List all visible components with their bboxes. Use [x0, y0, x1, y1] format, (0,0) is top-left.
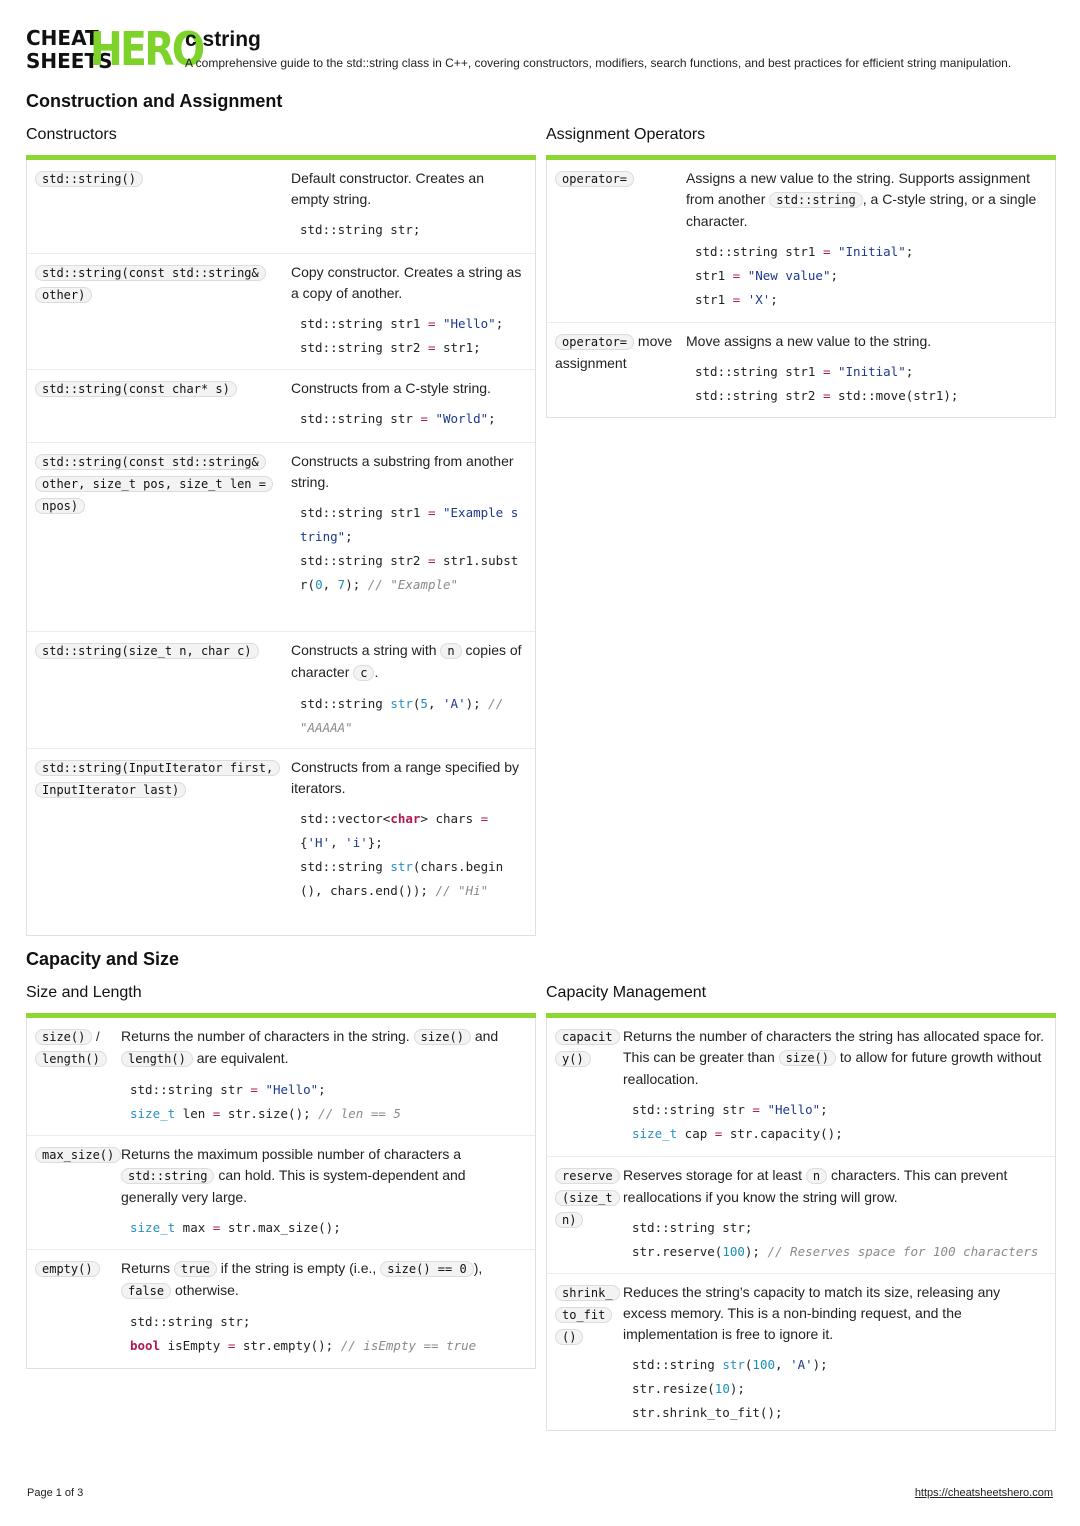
row-description [291, 168, 535, 243]
code-example [686, 352, 1045, 408]
code-text: std::string str1 [695, 244, 823, 259]
code-text: std::string str; [632, 1220, 753, 1235]
inline-code: std::string [121, 1168, 214, 1184]
row-description [121, 1144, 535, 1239]
code-operator: = [732, 268, 741, 283]
code-keyword: char [390, 811, 421, 826]
code-text: std::string str [130, 1082, 251, 1097]
code-text: ( [744, 1357, 753, 1372]
inline-code: size() [779, 1050, 836, 1066]
inline-code: capacity() [555, 1029, 620, 1067]
description-part: can hold. This is system-dependent and generally very large. [121, 1167, 466, 1205]
code-number: 100 [722, 1244, 745, 1259]
page-header [26, 24, 1066, 76]
code-string: "New value" [747, 268, 831, 283]
page-description: A comprehensive guide to the std::string class in C++, covering constructors, modifiers, search functions, and best practices for efficient string manipulation. [185, 56, 1012, 70]
code-number: 10 [714, 1381, 730, 1396]
table-row [27, 748, 535, 935]
row-key [547, 168, 686, 312]
code-text: ; [318, 1082, 326, 1097]
description-text: Reduces the string’s capacity to match its size, releasing any excess memory. This is a non-binding request, and the implementation is free to ignore it. [623, 1284, 1001, 1342]
code-keyword: bool [130, 1338, 161, 1353]
description-part: ), [473, 1260, 483, 1276]
inline-code: size() == 0 [380, 1261, 473, 1277]
row-description [291, 378, 535, 432]
row-key [27, 640, 291, 738]
panel-capacity-management [546, 984, 1056, 1431]
code-text: ); [465, 696, 489, 711]
code-text: str1 [695, 268, 733, 283]
code-comment: // isEmpty == true [340, 1338, 477, 1353]
row-description [291, 640, 535, 738]
code-text: ); [812, 1357, 828, 1372]
description-part: otherwise. [175, 1282, 239, 1298]
code-text: ; [495, 316, 504, 331]
inline-code: std::string(const std::string& other, size_t pos, size_t len = npos) [35, 454, 273, 514]
code-text: > chars [420, 811, 481, 826]
code-operator: = [480, 811, 489, 826]
page-number: Page 1 of 3 [27, 1487, 84, 1499]
code-operator: = [250, 1082, 258, 1097]
table-row [547, 160, 1055, 322]
code-text: len [175, 1106, 213, 1121]
code-number: 5 [420, 696, 428, 711]
code-type: str [722, 1357, 745, 1372]
code-text: std::string [300, 859, 391, 874]
code-operator: = [752, 1102, 760, 1117]
row-key [27, 1258, 121, 1358]
table-row [547, 322, 1055, 417]
code-text: std::string str2 [695, 388, 823, 403]
inline-code: std::string [769, 192, 862, 208]
table-row [27, 369, 535, 442]
code-text: max [175, 1220, 213, 1235]
code-string: 'X' [747, 292, 771, 307]
code-operator: = [212, 1220, 221, 1235]
code-string: "Hello" [443, 316, 496, 331]
code-text: ; [830, 268, 839, 283]
description-part: . [374, 664, 379, 680]
inline-code: false [121, 1283, 171, 1299]
panel-assignment [546, 126, 1056, 418]
inline-code: operator= [555, 171, 634, 187]
code-string: "Initial" [838, 244, 906, 259]
row-description [686, 168, 1055, 312]
table-row [27, 253, 535, 369]
row-key [547, 1165, 623, 1263]
description-part: to allow for future growth without reallocation. [623, 1049, 1042, 1087]
code-comment: // "AAAAA" [300, 696, 511, 735]
code-type: size_t [130, 1220, 176, 1235]
code-example [623, 1345, 1045, 1425]
description-part: Returns [121, 1260, 171, 1276]
row-key [27, 168, 291, 243]
panel-size-length [26, 984, 536, 1369]
panel-body [26, 160, 536, 936]
description-part: if the string is empty (i.e., [220, 1260, 377, 1276]
code-text: str.empty(); [235, 1338, 341, 1353]
panel-title: Capacity Management [546, 984, 707, 1001]
code-text: str1 [695, 292, 733, 307]
code-operator: = [420, 411, 428, 426]
description-text: Move assigns a new value to the string. [686, 333, 932, 349]
code-operator: = [427, 553, 436, 568]
table-row [27, 442, 535, 631]
code-example [291, 684, 525, 740]
code-type: str [390, 696, 413, 711]
description-text: Default constructor. Creates an empty string. [291, 170, 484, 207]
row-key [547, 1026, 623, 1146]
code-text: { [300, 811, 496, 850]
inline-code: length() [121, 1051, 193, 1067]
code-text: str.capacity(); [722, 1126, 843, 1141]
row-key [547, 331, 686, 407]
code-example [686, 232, 1045, 312]
code-example [623, 1208, 1045, 1264]
code-text: ; [905, 244, 914, 259]
row-description [291, 262, 535, 359]
code-number: 100 [752, 1357, 775, 1372]
row-description [623, 1165, 1055, 1263]
code-text: std::string str1 [300, 505, 428, 520]
description-text: Constructs from a C-style string. [291, 380, 491, 396]
code-text: str1; [435, 340, 481, 355]
inline-code: reserve(size_t n) [555, 1168, 620, 1228]
code-operator: = [822, 388, 831, 403]
inline-code: length() [35, 1051, 107, 1067]
code-operator: = [732, 292, 741, 307]
description-part: Assigns a new value to the string. Supports assignment from another [686, 170, 1030, 207]
key-suffix: move assignment [555, 333, 673, 371]
code-example [291, 210, 525, 242]
panel-body [26, 1018, 536, 1369]
code-text: ; [770, 292, 778, 307]
inline-code: std::string(const char* s) [35, 381, 237, 397]
code-number: 0 [315, 577, 323, 592]
code-text: ); [345, 577, 368, 592]
inline-code: std::string(const std::string& other) [35, 265, 266, 303]
table-row [27, 160, 535, 253]
code-text: ; [345, 529, 353, 544]
code-operator: = [427, 505, 436, 520]
code-type: size_t [130, 1106, 176, 1121]
inline-code: max_size() [35, 1147, 121, 1163]
code-example [121, 1070, 525, 1126]
code-text: cap [677, 1126, 715, 1141]
table-row [27, 631, 535, 748]
inline-code: n [806, 1168, 827, 1184]
code-text: std::string str; [130, 1314, 251, 1329]
description-part: Returns the maximum possible number of characters a [121, 1146, 462, 1162]
inline-code: n [440, 643, 461, 659]
logo-cheat-text: CHEAT [26, 26, 99, 50]
code-text: str.shrink_to_fit(); [632, 1405, 783, 1420]
panel-title: Size and Length [26, 984, 142, 1001]
description-text: Constructs from a range specified by iterators. [291, 759, 519, 796]
table-row [27, 1135, 535, 1249]
inline-code: size() [414, 1029, 471, 1045]
code-string: "World" [435, 411, 489, 426]
logo-sheets-text: SHEETS [26, 49, 113, 73]
code-text: std::move(str1); [830, 388, 959, 403]
description-part: Returns the number of characters the string has allocated space for. This can be greater than [623, 1028, 1045, 1065]
table-row [547, 1156, 1055, 1273]
description-part: Constructs a string with [291, 642, 437, 658]
code-text: (chars.begin(), chars.end()); [300, 859, 504, 898]
code-operator: = [427, 316, 436, 331]
table-row [547, 1018, 1055, 1156]
code-example [291, 493, 525, 597]
code-text: , [427, 696, 444, 711]
description-text [121, 1144, 525, 1208]
description-text: Constructs a substring from another string. [291, 453, 514, 490]
code-string: "Example string" [300, 505, 519, 544]
key-separator: / [95, 1029, 100, 1044]
code-example [291, 799, 525, 903]
site-link[interactable]: https://cheatsheetshero.com [914, 1487, 1053, 1499]
inline-code: c [353, 665, 374, 681]
code-string: "Hello" [265, 1082, 319, 1097]
code-operator: = [822, 244, 831, 259]
panel-title: Constructors [26, 126, 117, 143]
code-operator: = [714, 1126, 723, 1141]
code-string: 'A' [790, 1357, 813, 1372]
row-description [623, 1282, 1055, 1420]
code-text: str1.substr( [300, 553, 519, 592]
code-example [291, 304, 525, 360]
description-part: and [474, 1028, 499, 1044]
row-description [623, 1026, 1055, 1146]
table-row [27, 1018, 535, 1135]
inline-code: std::string(size_t n, char c) [35, 643, 259, 659]
row-key [27, 378, 291, 432]
row-description [686, 331, 1055, 407]
description-text [121, 1258, 525, 1302]
code-example [121, 1208, 525, 1240]
panel-constructors [26, 126, 536, 936]
code-text: ( [412, 696, 421, 711]
description-part: characters. This can prevent reallocations if you know the string will grow. [623, 1167, 1008, 1205]
code-text: std::string str [632, 1102, 753, 1117]
code-string: "Hello" [767, 1102, 821, 1117]
inline-code: true [174, 1261, 217, 1277]
code-text: str.max_size(); [220, 1220, 341, 1235]
panel-body [546, 1018, 1056, 1431]
code-example [291, 399, 525, 431]
code-text: std::vector< [300, 811, 391, 826]
code-example [623, 1090, 1045, 1146]
code-text: str.reserve( [632, 1244, 723, 1259]
code-comment: // "Example" [367, 577, 459, 592]
code-operator: = [227, 1338, 236, 1353]
code-comment: // Reserves space for 100 characters [767, 1244, 1039, 1259]
code-operator: = [822, 364, 831, 379]
row-description [121, 1026, 535, 1125]
code-text: }; [367, 835, 383, 850]
code-string: "Initial" [838, 364, 906, 379]
code-comment: // "Hi" [435, 883, 489, 898]
code-text: std::string str2 [300, 340, 428, 355]
table-row [27, 1249, 535, 1368]
code-text: std::string str2 [300, 553, 428, 568]
code-text: std::string str [300, 411, 421, 426]
code-text: std::string str1 [300, 316, 428, 331]
code-text: std::string [300, 696, 391, 711]
code-text: ; [820, 1102, 828, 1117]
code-comment: // len == 5 [318, 1106, 401, 1121]
row-key [547, 1282, 623, 1420]
code-text: str.resize( [632, 1381, 715, 1396]
code-text: , [775, 1357, 791, 1372]
code-string: 'A' [443, 696, 466, 711]
panel-title: Assignment Operators [546, 126, 706, 143]
code-text: str.size(); [220, 1106, 319, 1121]
code-number: 7 [337, 577, 346, 592]
description-part: are equivalent. [196, 1050, 289, 1066]
section-title-construction: Construction and Assignment [26, 91, 283, 111]
inline-code: shrink_to_fit() [555, 1285, 620, 1345]
code-string: 'H' [307, 835, 331, 850]
code-text: std::string str1 [695, 364, 823, 379]
inline-code: std::string() [35, 171, 143, 187]
section-title-capacity: Capacity and Size [26, 949, 180, 969]
description-part: , a C-style string, or a single character. [686, 191, 1037, 229]
inline-code: size() [35, 1029, 92, 1045]
code-text: , [330, 835, 346, 850]
row-description [291, 757, 535, 925]
table-row [547, 1273, 1055, 1430]
code-example [121, 1302, 525, 1358]
code-text: , [322, 577, 338, 592]
row-key [27, 757, 291, 925]
code-type: str [390, 859, 413, 874]
code-text: std::string [632, 1357, 723, 1372]
code-text: isEmpty [160, 1338, 228, 1353]
row-key [27, 1026, 121, 1125]
code-text: std::string str; [300, 222, 421, 237]
description-text [686, 168, 1045, 232]
code-operator: = [427, 340, 436, 355]
code-text: ); [729, 1381, 745, 1396]
description-part: Reserves storage for at least [623, 1167, 802, 1183]
description-text: Copy constructor. Creates a string as a copy of another. [291, 264, 522, 301]
code-text: ; [488, 411, 496, 426]
row-key [27, 262, 291, 359]
row-description [121, 1258, 535, 1358]
code-text: ); [744, 1244, 768, 1259]
description-part: copies of character [291, 642, 522, 680]
description-text [121, 1026, 525, 1070]
code-operator: = [212, 1106, 221, 1121]
row-description [291, 451, 535, 621]
inline-code: operator= [555, 334, 634, 350]
code-type: size_t [632, 1126, 678, 1141]
description-part: Returns the number of characters in the string. [121, 1028, 410, 1044]
panel-body [546, 160, 1056, 418]
row-key [27, 451, 291, 621]
inline-code: std::string(InputIterator first, InputIterator last) [35, 760, 280, 798]
inline-code: empty() [35, 1261, 100, 1277]
description-text [623, 1165, 1045, 1208]
code-text: ; [905, 364, 914, 379]
code-string: 'i' [345, 835, 368, 850]
logo-hero-text: HERO [90, 22, 203, 76]
page-title: c string [185, 28, 261, 51]
row-key [27, 1144, 121, 1239]
description-text [623, 1026, 1045, 1090]
cheatsheetshero-logo[interactable] [26, 22, 203, 76]
description-text [291, 640, 525, 684]
